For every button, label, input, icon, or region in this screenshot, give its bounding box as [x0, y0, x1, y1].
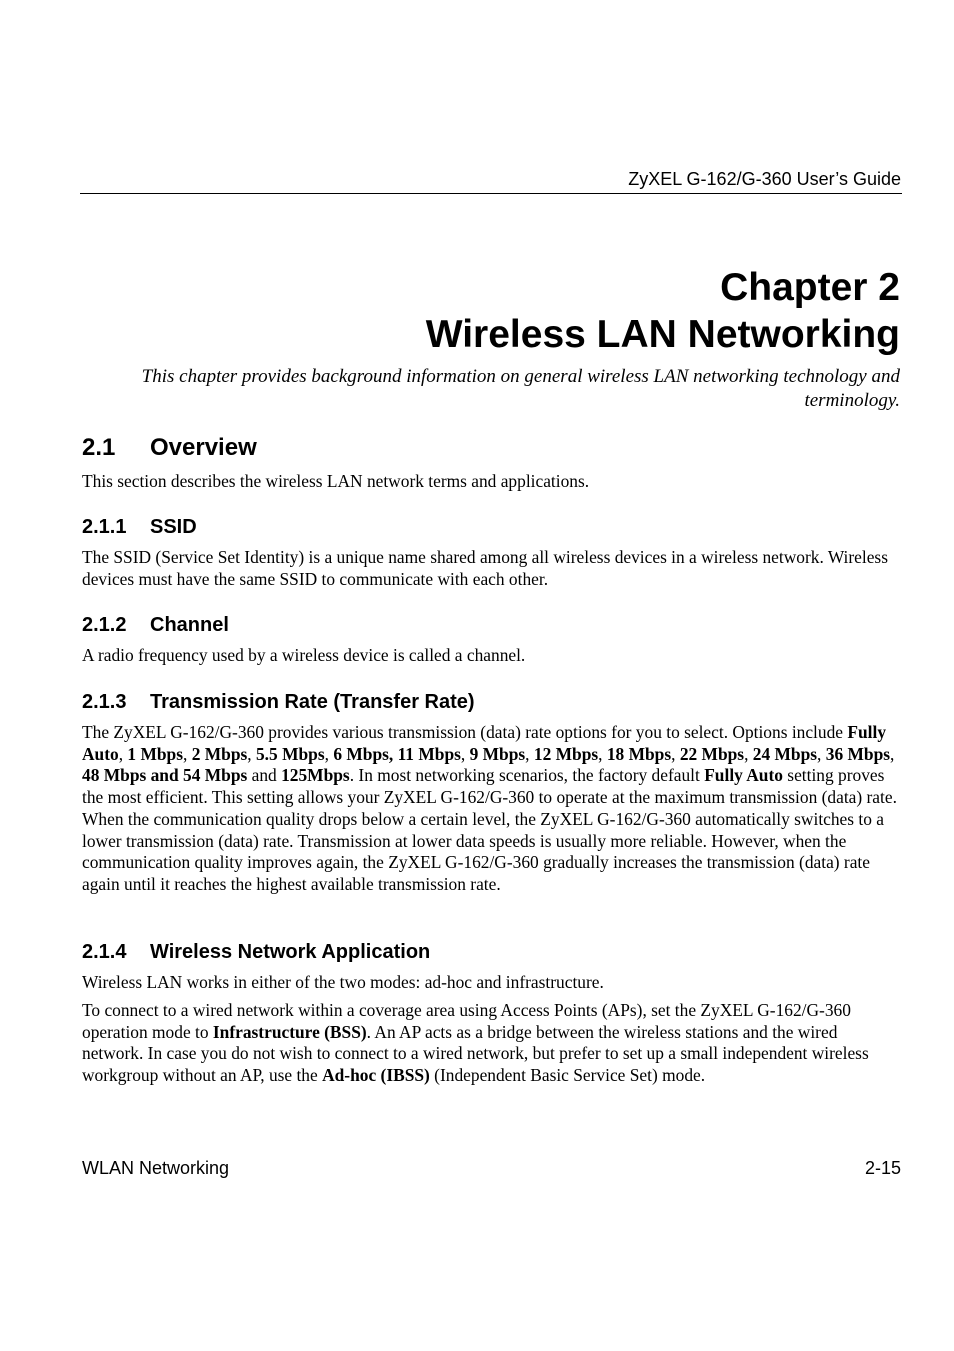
transmission-rate-text: The ZyXEL G-162/G-360 provides various transmission (data) rate options for you to select. Options include Fully Auto, 1 Mbps, 2 Mbps, 5.5 Mbps, 6 Mbps, 11 Mbps, 9 Mbps, 12 Mbps, 18 Mbps, 22 Mbps, 24 Mbps, 36 Mbps, 48 Mbps and 54 Mbps and 125Mbps. In most networking scenarios, the factory default Fully Auto setting proves the most efficient. This setting allows your ZyXEL G-162/G-360 to operate at the maximum transmission (data) rate. When the communication quality drops below a certain level, the ZyXEL G-162/G-360 automatically switches to a lower transmission (data) rate. Transmission at lower data speeds is usually more reliable. However, when the communication quality improves again, the ZyXEL G-162/G-360 gradually increases the transmission (data) rate again until it reaches the highest available transmission rate. [82, 722, 897, 894]
chapter-intro: This chapter provides background information on general wireless LAN networking technology and terminology. [141, 366, 900, 411]
heading-wireless-network-application [82, 941, 430, 964]
section-number: 2.1 [82, 434, 116, 461]
section-number: 2.1.1 [82, 516, 127, 538]
section-number: 2.1.2 [82, 614, 127, 636]
section-title: SSID [150, 516, 197, 538]
section-number: 2.1.4 [82, 941, 127, 963]
section-title: Channel [150, 614, 229, 636]
ssid-text: The SSID (Service Set Identity) is a unique name shared among all wireless devices in a wireless network. Wireless devices must have the same SSID to communicate with each other. [82, 547, 888, 589]
application-text-1: Wireless LAN works in either of the two modes: ad-hoc and infrastructure. [82, 972, 604, 992]
chapter-number: Chapter 2 [720, 266, 900, 309]
channel-text: A radio frequency used by a wireless device is called a channel. [82, 645, 526, 665]
running-header [80, 168, 902, 194]
heading-transmission-rate [82, 691, 475, 714]
overview-text: This section describes the wireless LAN network terms and applications. [82, 471, 590, 491]
heading-channel [82, 614, 229, 637]
chapter-title [426, 264, 900, 358]
guide-title: ZyXEL G-162/G-360 User’s Guide [628, 169, 901, 189]
section-number: 2.1.3 [82, 691, 127, 713]
application-text-2: To connect to a wired network within a coverage area using Access Points (APs), set the ZyXEL G-162/G-360 operation mode to Infrastructure (BSS). An AP acts as a bridge between the wireless stations and the wired network. In case you do not wish to connect to a wired network, but prefer to set up a small independent wireless workgroup without an AP, use the Ad-hoc (IBSS) (Independent Basic Service Set) mode. [82, 1000, 869, 1086]
section-title: Transmission Rate (Transfer Rate) [150, 691, 475, 713]
chapter-name: Wireless LAN Networking [425, 313, 900, 356]
footer-page-number: 2-15 [864, 1158, 901, 1178]
section-title: Wireless Network Application [150, 941, 431, 963]
heading-overview [82, 434, 257, 462]
section-title: Overview [150, 434, 257, 461]
heading-ssid [82, 516, 197, 539]
footer-chapter-name: WLAN Networking [82, 1158, 230, 1178]
